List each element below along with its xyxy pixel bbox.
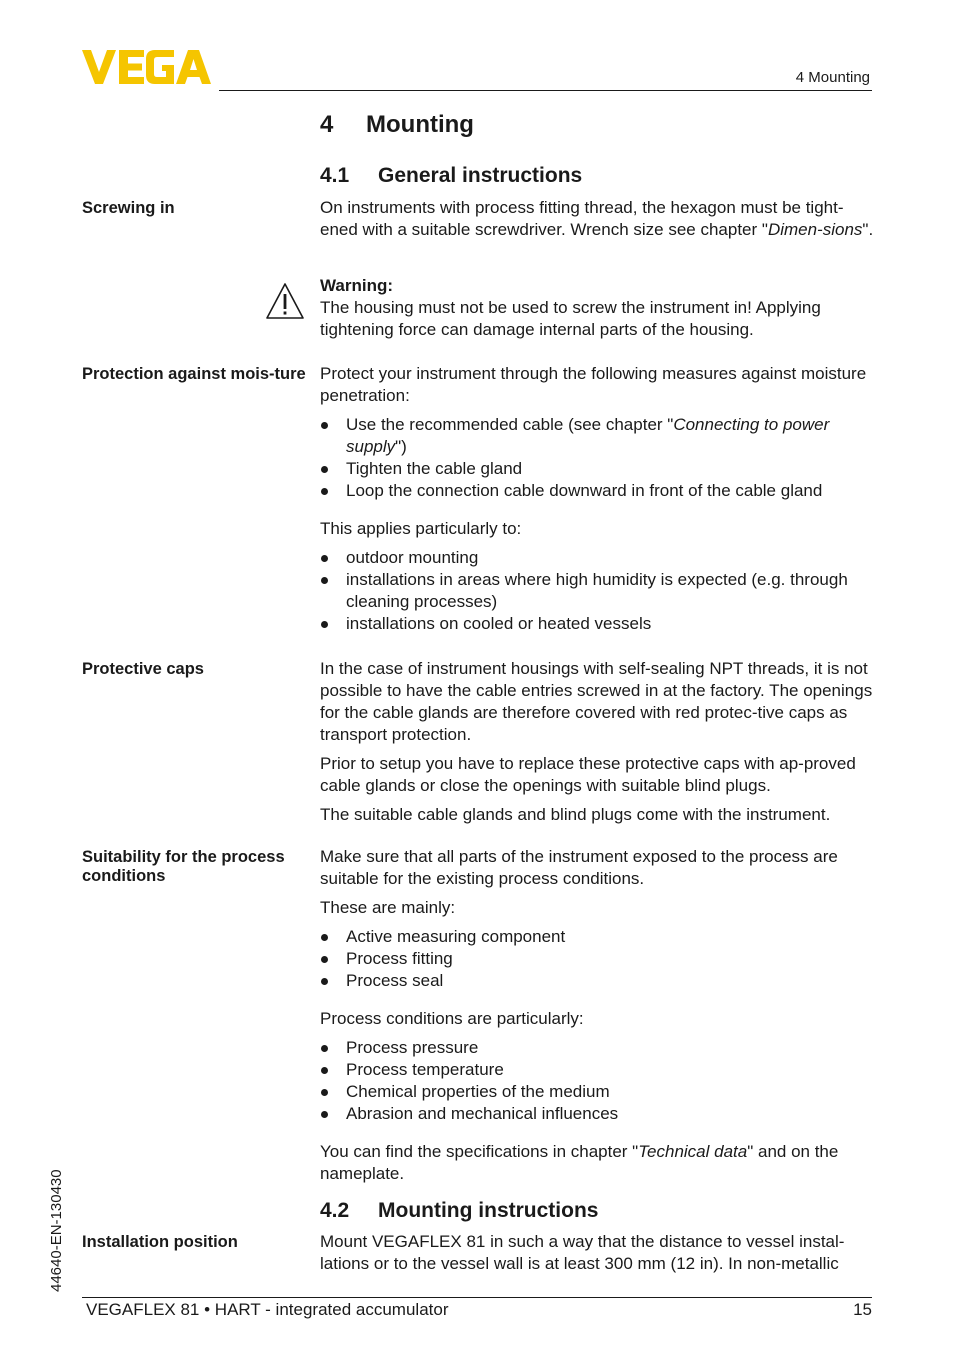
section-heading-4-2 — [320, 1199, 598, 1223]
chapter-reference: Dimen-sions — [767, 220, 863, 239]
suitability-text — [320, 846, 876, 1192]
caps-paragraph-2: Prior to setup you have to replace these protective caps with ap-proved cable glands or close the openings with suitable blind plugs. — [320, 754, 856, 795]
installation-paragraph: Mount VEGAFLEX 81 in such a way that the distance to vessel instal-lations or to the vessel wall is at least 300 mm (12 in). In non-metallic — [320, 1232, 845, 1273]
side-heading-installation-position: Installation position — [82, 1233, 238, 1251]
footer-rule — [82, 1297, 872, 1298]
chapter-reference: Technical data — [638, 1142, 748, 1161]
header-rule — [219, 90, 872, 91]
list-item: Loop the connection cable downward in front of the cable gland — [320, 480, 876, 502]
protective-caps-text — [320, 658, 876, 833]
warning-text: The housing must not be used to screw the instrument in! Applying tightening force can damage internal parts of the housing. — [320, 298, 821, 339]
components-list — [320, 926, 876, 992]
page-number: 15 — [853, 1300, 872, 1319]
side-heading-protective-caps: Protective caps — [82, 660, 204, 678]
list-item: Process pressure — [320, 1037, 876, 1059]
section-number: 4.2 — [320, 1199, 350, 1222]
chapter-reference: Connecting to power supply — [346, 415, 830, 456]
screwing-in-paragraph — [320, 197, 876, 241]
warning-block — [320, 275, 876, 348]
suitability-paragraph-4 — [320, 1141, 876, 1185]
caps-paragraph-1: In the case of instrument housings with self-sealing NPT threads, it is not possible to have the cable entries screwed in at the factory. The openings for the cable glands are therefore covered with red protec-tive caps as transport protection. — [320, 659, 873, 744]
section-title: Mounting instructions — [378, 1199, 599, 1222]
chapter-heading — [320, 111, 474, 139]
conditions-list — [320, 1037, 876, 1125]
list-item: Abrasion and mechanical influences — [320, 1103, 876, 1125]
running-header: 4 Mounting — [795, 69, 870, 86]
warning-title: Warning: — [320, 276, 394, 295]
text-run: You can find the specifications in chapter " — [320, 1142, 639, 1161]
vega-logo — [82, 50, 212, 84]
text-run: " and on the nameplate. — [320, 1142, 839, 1183]
installation-position-text — [320, 1231, 876, 1282]
text-run: ". — [862, 220, 874, 239]
text-run: ") — [395, 437, 407, 456]
suitability-paragraph-3: Process conditions are particularly: — [320, 1009, 584, 1028]
text-run: On instruments with process fitting thread, the hexagon must be tight-ened with a suitable screwdriver. Wrench size see chapter " — [320, 198, 844, 239]
list-item: installations in areas where high humidity is expected (e.g. through cleaning processes) — [320, 569, 876, 613]
list-item: installations on cooled or heated vessels — [320, 613, 876, 635]
text-run: Use the recommended cable (see chapter " — [346, 415, 674, 434]
screwing-in-text — [320, 197, 876, 248]
list-item: Process temperature — [320, 1059, 876, 1081]
list-item: Active measuring component — [320, 926, 876, 948]
suitability-paragraph-1: Make sure that all parts of the instrument exposed to the process are suitable for the existing process conditions. — [320, 847, 838, 888]
caps-paragraph-3: The suitable cable glands and blind plugs come with the instrument. — [320, 805, 831, 824]
side-heading-moisture: Protection against mois-ture — [82, 365, 306, 383]
section-heading-4-1 — [320, 164, 582, 188]
list-item: Tighten the cable gland — [320, 458, 876, 480]
side-heading-suitability: Suitability for the process conditions — [82, 848, 285, 885]
chapter-title: Mounting — [366, 111, 474, 138]
list-item: Process fitting — [320, 948, 876, 970]
moisture-intro: Protect your instrument through the following measures against moisture penetration: — [320, 364, 867, 405]
moisture-text — [320, 363, 876, 642]
list-item: outdoor mounting — [320, 547, 876, 569]
applies-intro: This applies particularly to: — [320, 519, 522, 538]
list-item: Chemical properties of the medium — [320, 1081, 876, 1103]
applies-list — [320, 547, 876, 635]
moisture-measures-list — [320, 414, 876, 502]
warning-triangle-icon — [265, 282, 305, 320]
document-id: 44640-EN-130430 — [48, 1169, 65, 1292]
suitability-paragraph-2: These are mainly: — [320, 898, 456, 917]
chapter-number: 4 — [320, 111, 334, 138]
section-number: 4.1 — [320, 164, 350, 187]
list-item: Process seal — [320, 970, 876, 992]
side-heading-screwing-in: Screwing in — [82, 199, 175, 217]
footer-product: VEGAFLEX 81 • HART - integrated accumulator — [86, 1300, 449, 1319]
section-title: General instructions — [378, 164, 583, 187]
list-item — [320, 414, 876, 458]
